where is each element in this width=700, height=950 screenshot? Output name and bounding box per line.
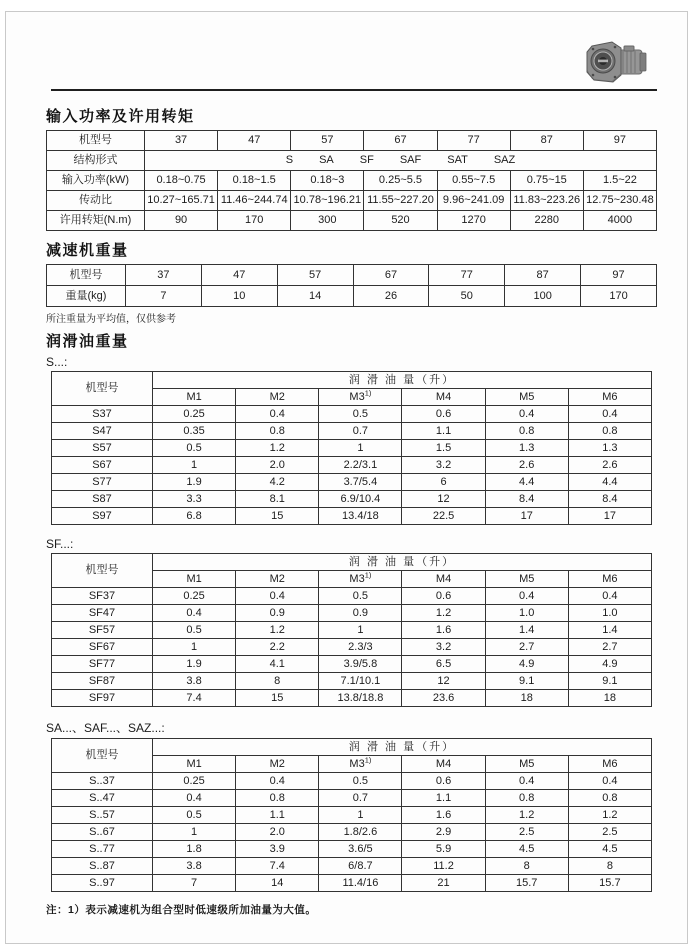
value-cell: 1.2 — [485, 807, 568, 824]
model-cell: 57 — [291, 131, 364, 151]
model-cell: 77 — [437, 131, 510, 151]
value-cell: 0.5 — [153, 807, 236, 824]
column-header-cell: M4 — [402, 756, 485, 773]
series-label-sa-saf-saz: SA...、SAF...、SAZ...: — [46, 721, 165, 735]
value-cell: 1 — [319, 807, 402, 824]
value-cell: 0.5 — [319, 588, 402, 605]
value-cell: 9.1 — [568, 673, 651, 690]
value-cell: 300 — [291, 211, 364, 231]
structure-types — [147, 154, 654, 167]
table-row — [52, 372, 652, 389]
value-cell: 1.1 — [402, 423, 485, 440]
value-cell: 2.9 — [402, 824, 485, 841]
value-cell: 90 — [145, 211, 218, 231]
value-cell: 1270 — [437, 211, 510, 231]
value-cell: 6.8 — [153, 508, 236, 525]
value-cell: 0.5 — [153, 440, 236, 457]
column-header-cell: M2 — [236, 389, 319, 406]
value-cell: 0.35 — [153, 423, 236, 440]
model-cell: S67 — [52, 457, 153, 474]
model-cell: 47 — [218, 131, 291, 151]
value-cell: 2.2 — [236, 639, 319, 656]
value-cell: 1.4 — [485, 622, 568, 639]
value-cell: 0.4 — [153, 790, 236, 807]
value-cell: 0.25~5.5 — [364, 171, 437, 191]
value-cell: 12 — [402, 673, 485, 690]
model-cell: S..97 — [52, 875, 153, 892]
value-cell: 0.55~7.5 — [437, 171, 510, 191]
structure-type: SA — [319, 154, 334, 167]
row-label-cell: 重量(kg) — [47, 286, 126, 307]
value-cell: 13.4/18 — [319, 508, 402, 525]
value-cell: 15.7 — [485, 875, 568, 892]
value-cell: 0.4 — [485, 773, 568, 790]
value-cell: 0.18~0.75 — [145, 171, 218, 191]
value-cell: 1.2 — [568, 807, 651, 824]
value-cell: 1.0 — [568, 605, 651, 622]
table-row — [47, 265, 657, 286]
model-cell: S87 — [52, 491, 153, 508]
header-divider — [51, 89, 657, 91]
m3-footnote-marker: 1) — [364, 755, 372, 765]
row-label-cell: 机型号 — [47, 131, 145, 151]
value-cell: 17 — [485, 508, 568, 525]
column-header-cell: M2 — [236, 571, 319, 588]
catalog-page — [5, 11, 688, 944]
value-cell: 3.9 — [236, 841, 319, 858]
value-cell: 4.1 — [236, 656, 319, 673]
column-header-cell: M5 — [485, 571, 568, 588]
table-row — [52, 673, 652, 690]
m3-footnote-marker: 1) — [364, 570, 372, 580]
table-row — [52, 690, 652, 707]
value-cell: 0.4 — [568, 773, 651, 790]
value-cell: 0.4 — [153, 605, 236, 622]
value-cell: 0.7 — [319, 423, 402, 440]
structure-types-cell — [145, 151, 657, 171]
value-cell: 10.27~165.71 — [145, 191, 218, 211]
model-cell: 47 — [201, 265, 277, 286]
value-cell: 2.5 — [485, 824, 568, 841]
value-cell: 4.2 — [236, 474, 319, 491]
table-row — [52, 491, 652, 508]
model-cell: 97 — [581, 265, 657, 286]
series-label-s: S...: — [46, 355, 68, 369]
value-cell: 0.8 — [568, 423, 651, 440]
model-cell: 67 — [364, 131, 437, 151]
table-row — [52, 824, 652, 841]
value-cell: 2.6 — [568, 457, 651, 474]
table-row — [47, 151, 657, 171]
structure-type: SAF — [399, 154, 422, 167]
column-header-cell: M1 — [153, 571, 236, 588]
value-cell: 1.3 — [568, 440, 651, 457]
series-label-sf: SF...: — [46, 537, 74, 551]
value-cell: 8.1 — [236, 491, 319, 508]
value-cell: 13.8/18.8 — [319, 690, 402, 707]
table-row — [52, 440, 652, 457]
value-cell: 11.2 — [402, 858, 485, 875]
model-cell: S37 — [52, 406, 153, 423]
column-header-cell: M4 — [402, 389, 485, 406]
value-cell: 1.5~22 — [583, 171, 656, 191]
value-cell: 7.4 — [236, 858, 319, 875]
table-row — [52, 841, 652, 858]
value-cell: 12.75~230.48 — [583, 191, 656, 211]
value-cell: 0.4 — [485, 588, 568, 605]
model-cell: SF97 — [52, 690, 153, 707]
value-cell: 0.4 — [236, 773, 319, 790]
model-cell: 77 — [429, 265, 505, 286]
model-cell: 87 — [510, 131, 583, 151]
value-cell: 0.75~15 — [510, 171, 583, 191]
value-cell: 1.1 — [402, 790, 485, 807]
value-cell: 1.9 — [153, 474, 236, 491]
value-cell: 0.25 — [153, 773, 236, 790]
value-cell: 18 — [485, 690, 568, 707]
value-cell: 1.3 — [485, 440, 568, 457]
model-cell: S..57 — [52, 807, 153, 824]
table-row — [52, 622, 652, 639]
value-cell: 4.9 — [485, 656, 568, 673]
value-cell: 1.8 — [153, 841, 236, 858]
table-row — [47, 211, 657, 231]
value-cell: 0.7 — [319, 790, 402, 807]
table-row — [52, 790, 652, 807]
table-row — [52, 474, 652, 491]
value-cell: 2.0 — [236, 457, 319, 474]
value-cell: 2.6 — [485, 457, 568, 474]
value-cell: 0.5 — [319, 406, 402, 423]
model-cell: SF67 — [52, 639, 153, 656]
table-row — [52, 656, 652, 673]
table-row — [52, 739, 652, 756]
column-header-cell: M2 — [236, 756, 319, 773]
value-cell: 2.3/3 — [319, 639, 402, 656]
value-cell: 0.25 — [153, 588, 236, 605]
value-cell: 1.8/2.6 — [319, 824, 402, 841]
value-cell: 100 — [505, 286, 581, 307]
model-cell: S47 — [52, 423, 153, 440]
value-cell: 1 — [153, 824, 236, 841]
row-label-cell: 机型号 — [47, 265, 126, 286]
model-cell: 67 — [353, 265, 429, 286]
table-row — [52, 406, 652, 423]
weight-table — [46, 264, 657, 307]
value-cell: 2280 — [510, 211, 583, 231]
footnote: 注：1）表示减速机为组合型时低速级所加油量为大值。 — [46, 904, 317, 916]
table-row — [47, 191, 657, 211]
value-cell: 1.9 — [153, 656, 236, 673]
value-cell: 1.6 — [402, 807, 485, 824]
table-row — [52, 457, 652, 474]
value-cell: 0.4 — [568, 406, 651, 423]
value-cell: 21 — [402, 875, 485, 892]
value-cell: 0.4 — [568, 588, 651, 605]
value-cell: 12 — [402, 491, 485, 508]
value-cell: 0.5 — [153, 622, 236, 639]
row-label-cell: 结构形式 — [47, 151, 145, 171]
value-cell: 18 — [568, 690, 651, 707]
row-label-cell: 输入功率(kW) — [47, 171, 145, 191]
section-title-power-torque: 输入功率及许用转矩 — [46, 108, 195, 125]
value-cell: 11.4/16 — [319, 875, 402, 892]
value-cell: 3.2 — [402, 457, 485, 474]
model-cell: SF57 — [52, 622, 153, 639]
oil-table-sa-saf-saz — [51, 738, 652, 892]
value-cell: 1 — [319, 440, 402, 457]
page-header — [46, 12, 658, 91]
value-cell: 7 — [126, 286, 202, 307]
value-cell: 8.4 — [485, 491, 568, 508]
value-cell: 0.8 — [236, 423, 319, 440]
m3-footnote-marker: 1) — [364, 388, 372, 398]
model-cell: S..67 — [52, 824, 153, 841]
section-title-oil: 润滑油重量 — [46, 333, 129, 350]
model-cell: S57 — [52, 440, 153, 457]
value-cell: 10 — [201, 286, 277, 307]
value-cell: 15.7 — [568, 875, 651, 892]
model-cell: SF77 — [52, 656, 153, 673]
model-header-cell: 机型号 — [52, 554, 153, 588]
value-cell: 8 — [485, 858, 568, 875]
value-cell: 8.4 — [568, 491, 651, 508]
value-cell: 11.83~223.26 — [510, 191, 583, 211]
column-header-cell: M5 — [485, 756, 568, 773]
value-cell: 6/8.7 — [319, 858, 402, 875]
value-cell: 4000 — [583, 211, 656, 231]
structure-type: SAT — [447, 154, 468, 167]
structure-type: S — [285, 154, 294, 167]
value-cell: 0.4 — [236, 406, 319, 423]
value-cell: 3.8 — [153, 858, 236, 875]
power-torque-table — [46, 130, 657, 231]
table-row — [52, 773, 652, 790]
section-title-weight: 减速机重量 — [46, 242, 129, 259]
column-header-cell: M5 — [485, 389, 568, 406]
value-cell: 520 — [364, 211, 437, 231]
value-cell: 0.8 — [485, 790, 568, 807]
value-cell: 17 — [568, 508, 651, 525]
structure-type: SAZ — [493, 154, 516, 167]
table-row — [52, 875, 652, 892]
oil-group-header: 润 滑 油 量（升） — [153, 554, 652, 571]
model-cell: 97 — [583, 131, 656, 151]
column-header-cell: M4 — [402, 571, 485, 588]
column-header-cell — [319, 571, 402, 588]
value-cell: 2.0 — [236, 824, 319, 841]
value-cell: 6 — [402, 474, 485, 491]
table-row — [47, 286, 657, 307]
value-cell: 0.8 — [485, 423, 568, 440]
oil-table-s — [51, 371, 652, 525]
value-cell: 170 — [218, 211, 291, 231]
value-cell: 0.4 — [485, 406, 568, 423]
model-cell: SF87 — [52, 673, 153, 690]
value-cell: 0.8 — [568, 790, 651, 807]
column-header-cell: M6 — [568, 571, 651, 588]
value-cell: 0.6 — [402, 588, 485, 605]
model-cell: S..77 — [52, 841, 153, 858]
value-cell: 0.6 — [402, 773, 485, 790]
model-cell: 37 — [145, 131, 218, 151]
value-cell: 0.9 — [236, 605, 319, 622]
value-cell: 10.78~196.21 — [291, 191, 364, 211]
value-cell: 9.1 — [485, 673, 568, 690]
value-cell: 1.1 — [236, 807, 319, 824]
value-cell: 1 — [319, 622, 402, 639]
table-row — [52, 588, 652, 605]
model-cell: S..47 — [52, 790, 153, 807]
model-cell: S77 — [52, 474, 153, 491]
value-cell: 3.6/5 — [319, 841, 402, 858]
value-cell: 4.4 — [485, 474, 568, 491]
value-cell: 15 — [236, 690, 319, 707]
row-label-cell: 许用转矩(N.m) — [47, 211, 145, 231]
value-cell: 2.7 — [568, 639, 651, 656]
row-label-cell: 传动比 — [47, 191, 145, 211]
value-cell: 0.8 — [236, 790, 319, 807]
value-cell: 4.9 — [568, 656, 651, 673]
value-cell: 11.46~244.74 — [218, 191, 291, 211]
m3-label: M3 — [349, 572, 365, 585]
table-row — [52, 423, 652, 440]
model-cell: SF47 — [52, 605, 153, 622]
model-cell: 87 — [505, 265, 581, 286]
value-cell: 11.55~227.20 — [364, 191, 437, 211]
table-row — [52, 807, 652, 824]
value-cell: 6.9/10.4 — [319, 491, 402, 508]
value-cell: 3.3 — [153, 491, 236, 508]
column-header-cell: M1 — [153, 756, 236, 773]
value-cell: 0.5 — [319, 773, 402, 790]
value-cell: 2.2/3.1 — [319, 457, 402, 474]
model-header-cell: 机型号 — [52, 372, 153, 406]
value-cell: 8 — [568, 858, 651, 875]
value-cell: 5.9 — [402, 841, 485, 858]
value-cell: 8 — [236, 673, 319, 690]
value-cell: 14 — [236, 875, 319, 892]
value-cell: 6.5 — [402, 656, 485, 673]
gearmotor-image — [584, 39, 650, 87]
table-row — [52, 858, 652, 875]
value-cell: 15 — [236, 508, 319, 525]
value-cell: 1 — [153, 639, 236, 656]
oil-table-sf — [51, 553, 652, 707]
structure-type: SF — [359, 154, 374, 167]
model-header-cell: 机型号 — [52, 739, 153, 773]
value-cell: 3.9/5.8 — [319, 656, 402, 673]
model-cell: S..87 — [52, 858, 153, 875]
value-cell: 4.5 — [568, 841, 651, 858]
column-header-cell: M6 — [568, 389, 651, 406]
model-cell: S97 — [52, 508, 153, 525]
model-cell: 37 — [126, 265, 202, 286]
table-row — [52, 554, 652, 571]
value-cell: 7.4 — [153, 690, 236, 707]
value-cell: 50 — [429, 286, 505, 307]
value-cell: 7.1/10.1 — [319, 673, 402, 690]
column-header-cell: M1 — [153, 389, 236, 406]
value-cell: 1.5 — [402, 440, 485, 457]
value-cell: 2.5 — [568, 824, 651, 841]
column-header-cell: M6 — [568, 756, 651, 773]
value-cell: 3.8 — [153, 673, 236, 690]
weight-note: 所注重量为平均值，仅供参考 — [46, 314, 176, 325]
table-row — [47, 171, 657, 191]
value-cell: 1.2 — [236, 622, 319, 639]
model-cell: 57 — [277, 265, 353, 286]
column-header-cell — [319, 756, 402, 773]
m3-label: M3 — [349, 390, 365, 403]
table-row — [47, 131, 657, 151]
value-cell: 14 — [277, 286, 353, 307]
model-cell: SF37 — [52, 588, 153, 605]
value-cell: 0.6 — [402, 406, 485, 423]
value-cell: 1 — [153, 457, 236, 474]
value-cell: 4.5 — [485, 841, 568, 858]
table-row — [52, 605, 652, 622]
value-cell: 0.18~1.5 — [218, 171, 291, 191]
value-cell: 170 — [581, 286, 657, 307]
value-cell: 1.4 — [568, 622, 651, 639]
value-cell: 1.6 — [402, 622, 485, 639]
table-row — [52, 639, 652, 656]
model-cell: S..37 — [52, 773, 153, 790]
value-cell: 0.9 — [319, 605, 402, 622]
oil-group-header: 润 滑 油 量（升） — [153, 372, 652, 389]
value-cell: 7 — [153, 875, 236, 892]
value-cell: 2.7 — [485, 639, 568, 656]
value-cell: 0.18~3 — [291, 171, 364, 191]
value-cell: 3.7/5.4 — [319, 474, 402, 491]
value-cell: 4.4 — [568, 474, 651, 491]
oil-group-header: 润 滑 油 量（升） — [153, 739, 652, 756]
value-cell: 0.25 — [153, 406, 236, 423]
value-cell: 26 — [353, 286, 429, 307]
value-cell: 9.96~241.09 — [437, 191, 510, 211]
page-content — [46, 12, 658, 917]
m3-label: M3 — [349, 757, 365, 770]
table-row — [52, 508, 652, 525]
column-header-cell — [319, 389, 402, 406]
value-cell: 23.6 — [402, 690, 485, 707]
value-cell: 3.2 — [402, 639, 485, 656]
value-cell: 1.2 — [402, 605, 485, 622]
value-cell: 1.0 — [485, 605, 568, 622]
value-cell: 1.2 — [236, 440, 319, 457]
value-cell: 0.4 — [236, 588, 319, 605]
value-cell: 22.5 — [402, 508, 485, 525]
